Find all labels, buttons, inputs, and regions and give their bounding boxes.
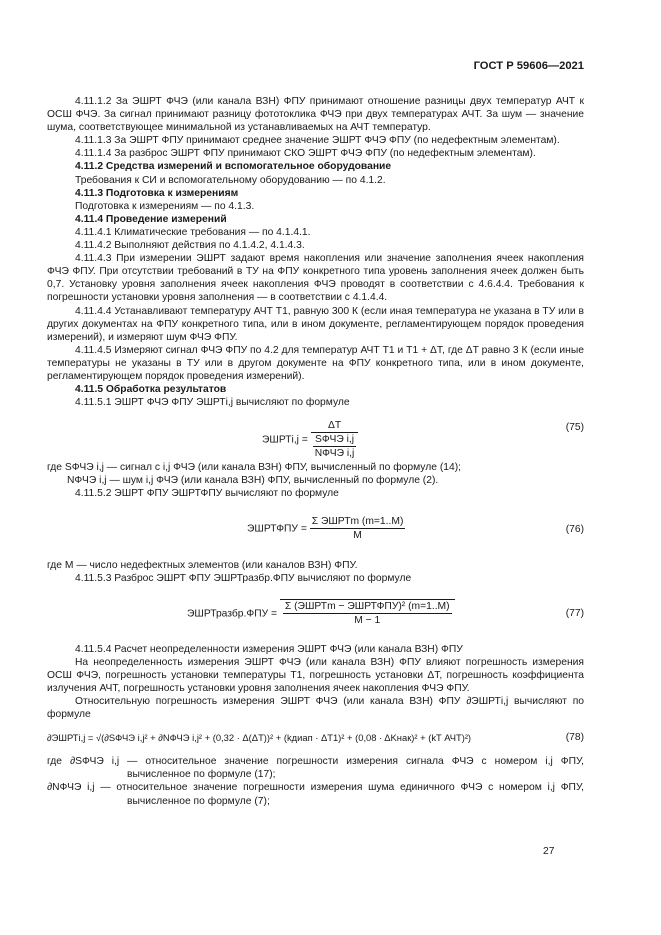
formula-fraction [283,600,452,627]
where-line: ∂NФЧЭ i,j — относительное значение погрешности измерения шума единичного ФЧЭ с номером i,j ФПУ, вычисленное по формуле (7); [47,782,584,807]
where-line: где M — число недефектных элементов (или каналов ВЗН) ФПУ. [47,559,358,571]
standard-header: ГОСТ Р 59606—2021 [473,60,584,72]
paragraph: 4.11.5.4 Расчет неопределенности измерения ЭШРТ ФЧЭ (или канала ВЗН) ФПУ [75,643,463,655]
section-heading: 4.11.5 Обработка результатов [75,384,227,396]
body-text [47,95,584,808]
where-line: где SФЧЭ i,j — сигнал с i,j ФЧЭ (или канала ВЗН) ФПУ, вычисленный по формуле (14); [47,462,462,474]
formula-77 [47,589,584,639]
where-line: где ∂SФЧЭ i,j — относительное значение погрешности измерения сигнала ФЧЭ с номером i,j ФПУ, вычисленное по формуле (17); [47,756,584,781]
paragraph: 4.11.4.5 Измеряют сигнал ФЧЭ ФПУ по 4.2 для температур АЧТ T1 и T1 + ΔT, где ΔT равно 3 К (если иные температуры не указаны в ТУ или в другом документе на ФПУ конкретного типа, или в ином документе, регламентирующем порядок проведения измерений). [47,344,584,382]
formula-lhs: ЭШРТi,j = [262,434,308,446]
formula-75 [47,413,584,460]
paragraph: 4.11.4.4 Устанавливают температуру АЧТ T1, равную 300 К (если иная температура не указана в ТУ или в других документах на ФПУ конкретного типа, или в ином документе, регламентирующем порядок проведения измерений), и измеряют шум ФЧЭ ФПУ. [47,305,584,343]
formula-lhs: ЭШРТразбр.ФПУ = [187,608,278,620]
paragraph: 4.11.4.1 Климатические требования — по 4.1.4.1. [75,226,311,238]
formula-numerator: Σ ЭШРТm (m=1..M) [310,515,406,529]
formula-fraction [311,419,359,460]
formula-78 [47,725,584,751]
paragraph: Подготовка к измерениям — по 4.1.3. [75,200,255,212]
formula-inner-den: NФЧЭ i,j [314,448,355,460]
formula-number: (78) [565,732,584,744]
paragraph: 4.11.4.2 Выполняют действия по 4.1.4.2, 4.1.4.3. [75,240,305,252]
section-heading: 4.11.2 Средства измерений и вспомогательное оборудование [75,161,392,173]
formula-inner-num: SФЧЭ i,j [313,433,357,447]
paragraph: Относительную погрешность измерения ЭШРТ ФЧЭ (или канала ВЗН) ФПУ ∂ЭШРТi,j вычисляют по формуле [47,696,584,721]
where-line: NФЧЭ i,j — шум i,j ФЧЭ (или канала ВЗН) ФПУ, вычисленный по формуле (2). [67,475,439,487]
paragraph: Требования к СИ и вспомогательному оборудованию — по 4.1.2. [75,174,386,186]
formula-denominator: M [353,529,362,541]
section-heading: 4.11.3 Подготовка к измерениям [75,187,239,199]
formula-number: (77) [565,607,584,619]
formula-number: (76) [565,523,584,535]
formula-inner-fraction [313,433,357,460]
paragraph: 4.11.1.4 За разброс ЭШРТ ФПУ принимают СКО ЭШРТ ФЧЭ ФПУ (по недефектным элементам). [75,148,536,160]
paragraph: На неопределенность измерения ЭШРТ ФЧЭ (или канала ВЗН) ФПУ влияют погрешность измерения ОСШ ФЧЭ, погрешность установки температуры T1, погрешность установки ΔT, погрешность коэффициента излучения АЧТ, погрешность установки уровня заполнения ячеек накопления ФЧЭ ФПУ. [47,656,584,694]
formula-numerator: ΔT [311,419,359,433]
formula-number: (75) [565,422,584,434]
formula-denominator: M − 1 [354,614,381,626]
paragraph: 4.11.1.2 За ЭШРТ ФЧЭ (или канала ВЗН) ФПУ принимают отношение разницы двух температур АЧТ к ОСШ ФЧЭ. За сигнал принимают разницу фототоклика ФЧЭ при двух температурах АЧТ. За шум — значение шума, соответствующее минимальной из устанавливаемых на АЧТ температур. [47,96,584,134]
formula-numerator: Σ (ЭШРТm − ЭШРТФПУ)² (m=1..M) [283,600,452,614]
paragraph: 4.11.1.3 За ЭШРТ ФПУ принимают среднее значение ЭШРТ ФЧЭ ФПУ (по недефектным элементам). [75,135,560,147]
section-heading: 4.11.4 Проведение измерений [75,213,227,225]
formula-sqrt [280,599,455,627]
paragraph: 4.11.5.3 Разброс ЭШРТ ФПУ ЭШРТразбр.ФПУ вычисляют по формуле [75,572,412,584]
formula-lhs: ∂ЭШРТi,j = [47,732,94,744]
formula-rhs: √(∂SФЧЭ i,j² + ∂NФЧЭ i,j² + (0,32 · Δ(ΔT))² + (kдиап · ΔT1)² + (0,08 · ΔKнак)² + (kT АЧТ)²) [95,732,472,744]
formula-denominator [311,433,359,460]
page-number: 27 [543,846,555,857]
formula-76 [47,505,584,555]
paragraph: 4.11.5.1 ЭШРТ ФЧЭ ФПУ ЭШРТi,j вычисляют по формуле [75,397,350,409]
formula-lhs: ЭШРТФПУ = [247,522,307,534]
paragraph: 4.11.5.2 ЭШРТ ФПУ ЭШРТФПУ вычисляют по формуле [75,488,339,500]
formula-fraction [310,515,406,542]
paragraph: 4.11.4.3 При измерении ЭШРТ задают время накопления или значение заполнения ячеек накопления ФЧЭ ФПУ. При отсутствии требований в ТУ на ФПУ конкретного типа уровень заполнения ячеек должен быть 0,7. Установку уровня заполнения ячеек накопления ФЧЭ проводят в соответствии с 4.6.4.4. Требования к погрешности установки уровня заполнения — в соответствии с 4.1.4.4. [47,253,584,304]
